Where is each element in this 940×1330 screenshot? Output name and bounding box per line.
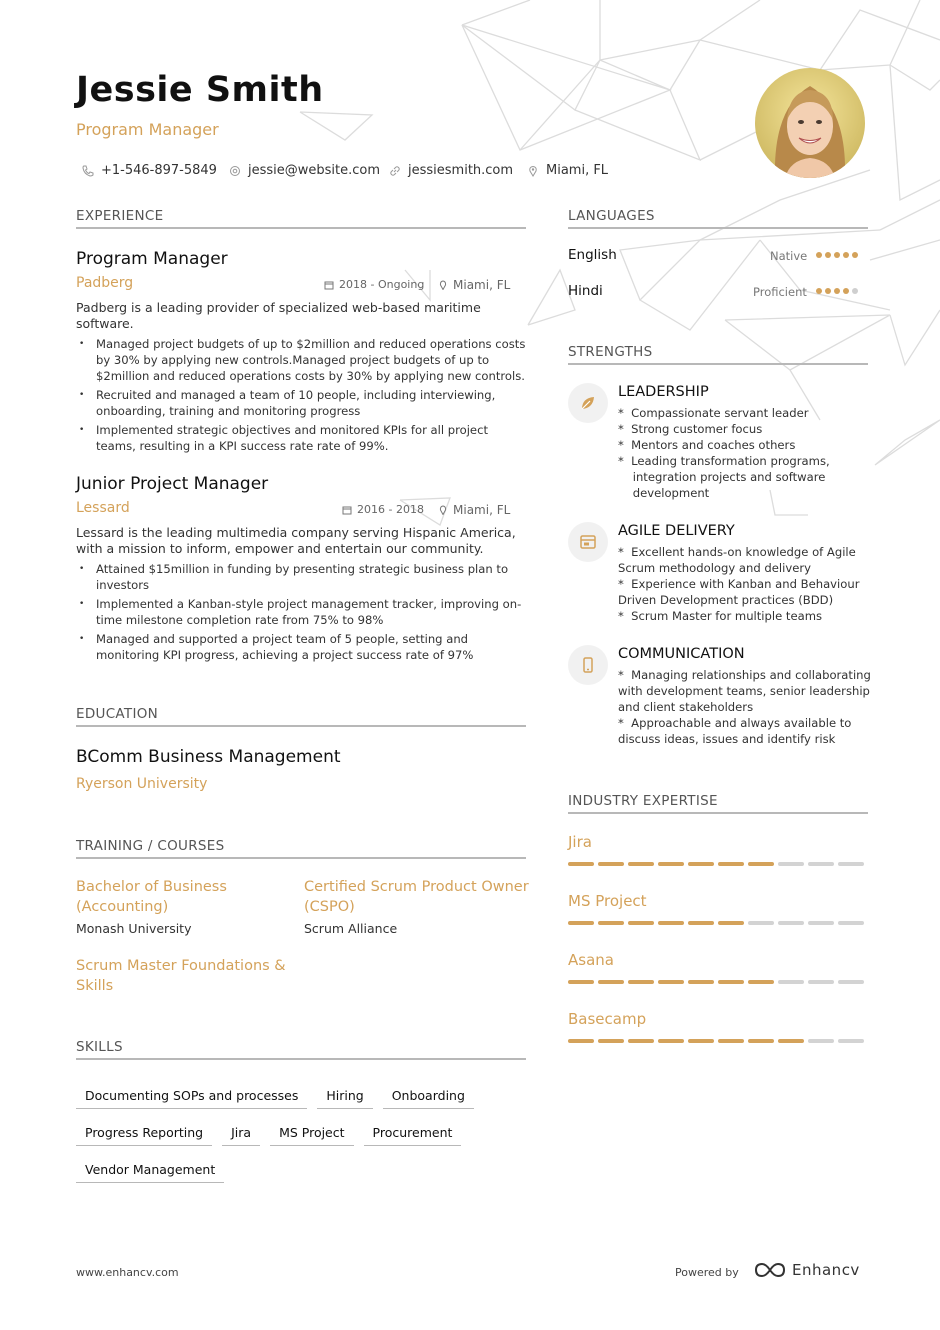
job-dates-text: 2018 - Ongoing bbox=[339, 278, 425, 291]
list-item: • Managed project budgets of up to $2million and reduced operations costs by 30% by applying new controls.Managed project budgets of up to $2million and reduced operations costs by 30% by applying new controls. bbox=[76, 336, 526, 384]
job-bullets bbox=[76, 561, 526, 666]
rating-dot bbox=[843, 288, 849, 294]
calendar-icon bbox=[342, 505, 352, 515]
list-item: • Implemented a Kanban-style project management tracker, improving on-time milestone completion rate from 75% to 98% bbox=[76, 596, 526, 628]
experience-divider bbox=[76, 227, 526, 229]
powered-by: Powered by bbox=[675, 1266, 739, 1279]
job-company: Padberg bbox=[76, 275, 134, 291]
expertise-bar bbox=[568, 980, 864, 984]
skill-tags bbox=[76, 1084, 536, 1183]
website-text: jessiesmith.com bbox=[408, 163, 514, 178]
strength-line: * Mentors and coaches others bbox=[618, 438, 796, 452]
rating-dot bbox=[852, 288, 858, 294]
level-segment bbox=[628, 862, 654, 866]
skill-tag: Vendor Management bbox=[76, 1158, 224, 1183]
education-heading: EDUCATION bbox=[76, 706, 159, 722]
phone-text: +1-546-897-5849 bbox=[101, 163, 217, 178]
languages-divider bbox=[568, 227, 868, 229]
location-icon bbox=[438, 280, 448, 290]
level-segment bbox=[658, 921, 684, 925]
rating-dot bbox=[834, 288, 840, 294]
training-heading: TRAINING / COURSES bbox=[76, 838, 225, 854]
rating-dot bbox=[816, 252, 822, 258]
skill-tag: Procurement bbox=[364, 1121, 462, 1146]
level-segment bbox=[838, 980, 864, 984]
brand-logo[interactable] bbox=[754, 1261, 860, 1279]
level-segment bbox=[808, 921, 834, 925]
rating-dot bbox=[825, 252, 831, 258]
level-segment bbox=[658, 862, 684, 866]
level-segment bbox=[628, 921, 654, 925]
rating-dot bbox=[816, 288, 822, 294]
degree-title: BComm Business Management bbox=[76, 747, 341, 767]
level-segment bbox=[748, 1039, 774, 1043]
level-segment bbox=[628, 1039, 654, 1043]
board-icon bbox=[579, 533, 597, 551]
contact-location bbox=[527, 163, 608, 178]
strength-details bbox=[618, 667, 871, 747]
list-item: • Implemented strategic objectives and monitored KPIs for all project teams, resulting in a KPI success rate rate of 99%. bbox=[76, 422, 526, 454]
strengths-heading: STRENGTHS bbox=[568, 344, 653, 360]
calendar-icon bbox=[324, 280, 334, 290]
course-title: Scrum Master Foundations & Skills bbox=[76, 958, 286, 994]
rating-dot bbox=[843, 252, 849, 258]
strength-details bbox=[618, 544, 868, 624]
strength-line: discuss ideas, issues and identify risk bbox=[618, 732, 836, 746]
training-divider bbox=[76, 857, 526, 859]
level-segment bbox=[778, 980, 804, 984]
email-icon bbox=[229, 165, 241, 177]
level-segment bbox=[838, 1039, 864, 1043]
strength-line: and client stakeholders bbox=[618, 700, 754, 714]
strength-line: * Managing relationships and collaborating bbox=[618, 668, 871, 682]
job-title: Junior Project Manager bbox=[76, 474, 269, 494]
link-icon bbox=[389, 165, 401, 177]
job-location-text: Miami, FL bbox=[453, 503, 511, 517]
job-location bbox=[438, 278, 510, 292]
strength-line: * Experience with Kanban and Behaviour bbox=[618, 577, 860, 591]
level-segment bbox=[598, 1039, 624, 1043]
strength-line: * Strong customer focus bbox=[618, 422, 763, 436]
job-company: Lessard bbox=[76, 500, 130, 516]
strengths-divider bbox=[568, 363, 868, 365]
leaf-icon bbox=[579, 394, 597, 412]
footer-url[interactable]: www.enhancv.com bbox=[76, 1266, 179, 1279]
list-item: • Managed and supported a project team of 5 people, setting and monitoring KPI progress, achieving a project success rate of 97% bbox=[76, 631, 526, 663]
strength-line: development bbox=[618, 486, 710, 500]
language-rating bbox=[816, 288, 858, 294]
skill-tag: Hiring bbox=[317, 1084, 372, 1109]
expertise-name: Asana bbox=[568, 951, 614, 969]
level-segment bbox=[718, 862, 744, 866]
job-dates-text: 2016 - 2018 bbox=[357, 503, 424, 516]
level-segment bbox=[748, 921, 774, 925]
candidate-name: Jessie Smith bbox=[76, 70, 324, 110]
level-segment bbox=[688, 1039, 714, 1043]
location-icon bbox=[527, 165, 539, 177]
mobile-icon bbox=[579, 656, 597, 674]
level-segment bbox=[778, 1039, 804, 1043]
strength-line: Scrum methodology and delivery bbox=[618, 561, 811, 575]
skill-tag: Documenting SOPs and processes bbox=[76, 1084, 307, 1109]
contact-email[interactable] bbox=[229, 163, 380, 178]
level-segment bbox=[808, 1039, 834, 1043]
job-bullets bbox=[76, 336, 526, 457]
level-segment bbox=[568, 980, 594, 984]
job-dates bbox=[342, 503, 424, 516]
job-title: Program Manager bbox=[76, 249, 228, 269]
level-segment bbox=[658, 1039, 684, 1043]
skill-tag: Jira bbox=[222, 1121, 260, 1146]
skill-tag: MS Project bbox=[270, 1121, 353, 1146]
skills-heading: SKILLS bbox=[76, 1039, 123, 1055]
course-org: Scrum Alliance bbox=[304, 921, 398, 936]
level-segment bbox=[718, 921, 744, 925]
list-item: • Recruited and managed a team of 10 people, including interviewing, onboarding, training and monitoring progress bbox=[76, 387, 526, 419]
level-segment bbox=[778, 921, 804, 925]
school-name: Ryerson University bbox=[76, 776, 208, 792]
list-item: • Attained $15million in funding by presenting strategic business plan to investors bbox=[76, 561, 526, 593]
level-segment bbox=[808, 862, 834, 866]
expertise-bar bbox=[568, 1039, 864, 1043]
rating-dot bbox=[825, 288, 831, 294]
level-segment bbox=[628, 980, 654, 984]
strength-line: * Scrum Master for multiple teams bbox=[618, 609, 823, 623]
strength-line: with development teams, senior leadership bbox=[618, 684, 870, 698]
level-segment bbox=[778, 862, 804, 866]
skills-divider bbox=[76, 1058, 526, 1060]
education-divider bbox=[76, 725, 526, 727]
candidate-title: Program Manager bbox=[76, 120, 219, 139]
language-name: Hindi bbox=[568, 283, 603, 299]
course-title: Certified Scrum Product Owner (CSPO) bbox=[304, 879, 529, 915]
contact-website[interactable] bbox=[389, 163, 513, 178]
level-segment bbox=[808, 980, 834, 984]
expertise-bar bbox=[568, 921, 864, 925]
expertise-bar bbox=[568, 862, 864, 866]
level-segment bbox=[568, 1039, 594, 1043]
level-segment bbox=[748, 862, 774, 866]
language-name: English bbox=[568, 247, 617, 263]
language-rating bbox=[816, 252, 858, 258]
strength-title: LEADERSHIP bbox=[618, 384, 709, 400]
level-segment bbox=[598, 921, 624, 925]
strength-title: COMMUNICATION bbox=[618, 646, 745, 662]
location-icon bbox=[438, 505, 448, 515]
expertise-name: Basecamp bbox=[568, 1010, 647, 1028]
email-text: jessie@website.com bbox=[248, 163, 381, 178]
expertise-name: MS Project bbox=[568, 892, 647, 910]
level-segment bbox=[688, 862, 714, 866]
job-description: Lessard is the leading multimedia company serving Hispanic America, with a mission to inform, empower and entertain our community. bbox=[76, 525, 516, 556]
level-segment bbox=[718, 980, 744, 984]
strength-icon-wrap bbox=[568, 645, 608, 685]
level-segment bbox=[658, 980, 684, 984]
level-segment bbox=[598, 980, 624, 984]
language-level: Native bbox=[770, 249, 808, 263]
expertise-name: Jira bbox=[568, 833, 592, 851]
level-segment bbox=[748, 980, 774, 984]
job-location-text: Miami, FL bbox=[453, 278, 511, 292]
phone-icon bbox=[82, 165, 94, 177]
strength-details bbox=[618, 405, 868, 501]
level-segment bbox=[688, 980, 714, 984]
level-segment bbox=[718, 1039, 744, 1043]
level-segment bbox=[568, 862, 594, 866]
course-org: Monash University bbox=[76, 921, 192, 936]
rating-dot bbox=[834, 252, 840, 258]
expertise-heading: INDUSTRY EXPERTISE bbox=[568, 793, 718, 809]
strength-line: integration projects and software bbox=[618, 470, 826, 484]
level-segment bbox=[688, 921, 714, 925]
job-location bbox=[438, 503, 510, 517]
brand-name: Enhancv bbox=[792, 1261, 860, 1279]
strength-line: * Approachable and always available to bbox=[618, 716, 852, 730]
experience-heading: EXPERIENCE bbox=[76, 208, 164, 224]
strength-line: * Leading transformation programs, bbox=[618, 454, 830, 468]
strength-line: Driven Development practices (BDD) bbox=[618, 593, 834, 607]
avatar bbox=[755, 68, 865, 178]
enhancv-logo-icon bbox=[754, 1261, 786, 1279]
job-description: Padberg is a leading provider of specialized web-based maritime software. bbox=[76, 300, 481, 331]
expertise-divider bbox=[568, 812, 868, 814]
course-title: Bachelor of Business (Accounting) bbox=[76, 879, 227, 915]
contact-phone[interactable] bbox=[82, 163, 217, 178]
strength-icon-wrap bbox=[568, 522, 608, 562]
strength-title: AGILE DELIVERY bbox=[618, 523, 735, 539]
language-level: Proficient bbox=[753, 285, 807, 299]
job-dates bbox=[324, 278, 424, 291]
level-segment bbox=[838, 921, 864, 925]
skill-tag: Onboarding bbox=[383, 1084, 474, 1109]
skill-tag: Progress Reporting bbox=[76, 1121, 212, 1146]
level-segment bbox=[568, 921, 594, 925]
languages-heading: LANGUAGES bbox=[568, 208, 655, 224]
strength-line: * Compassionate servant leader bbox=[618, 406, 809, 420]
strength-icon-wrap bbox=[568, 383, 608, 423]
level-segment bbox=[838, 862, 864, 866]
location-text: Miami, FL bbox=[546, 163, 609, 178]
rating-dot bbox=[852, 252, 858, 258]
level-segment bbox=[598, 862, 624, 866]
strength-line: * Excellent hands-on knowledge of Agile bbox=[618, 545, 856, 559]
